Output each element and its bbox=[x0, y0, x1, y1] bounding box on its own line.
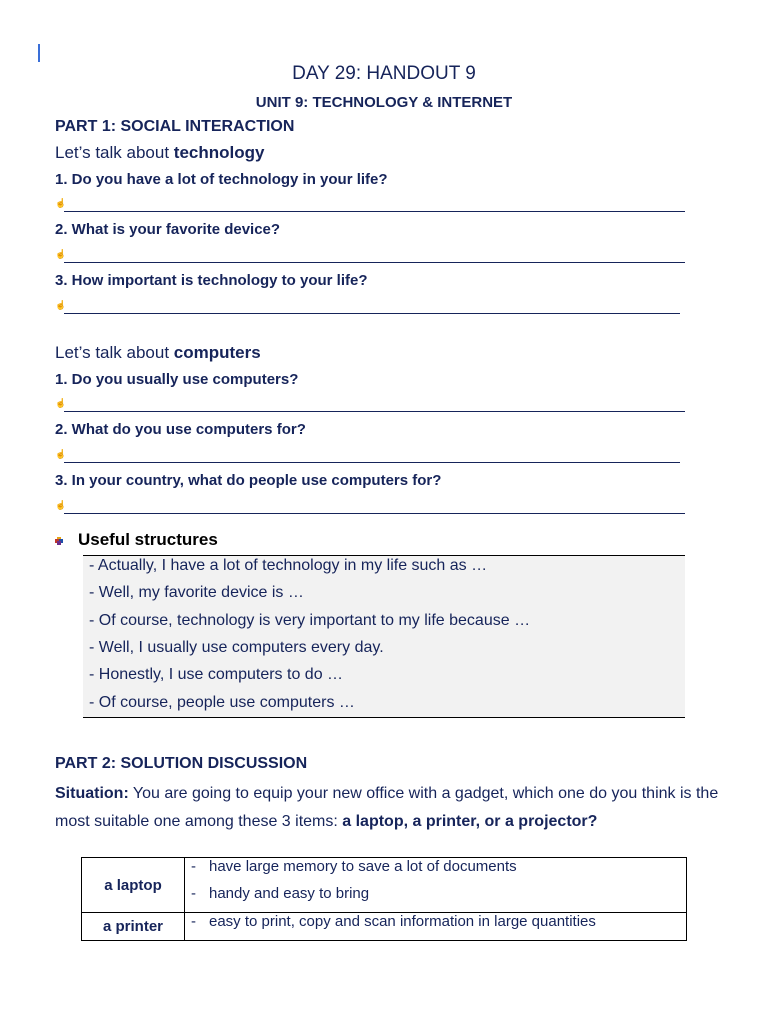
question: 2. What is your favorite device? bbox=[55, 221, 281, 238]
hand-pointer-icon: ☝ bbox=[55, 500, 67, 510]
part2-heading: PART 2: SOLUTION DISCUSSION bbox=[55, 755, 308, 772]
feature-text: handy and easy to bring bbox=[209, 885, 370, 902]
question: 3. How important is technology to your life? bbox=[55, 272, 368, 289]
answer-rule bbox=[64, 462, 680, 463]
question: 1. Do you usually use computers? bbox=[55, 371, 299, 388]
feature-text: have large memory to save a lot of documents bbox=[209, 858, 517, 875]
structure-item: - Actually, I have a lot of technology in my life such as … bbox=[89, 557, 488, 574]
part1-heading: PART 1: SOCIAL INTERACTION bbox=[55, 118, 295, 135]
structure-item: - Well, I usually use computers every day. bbox=[89, 639, 384, 656]
answer-line[interactable] bbox=[55, 500, 685, 514]
answer-rule bbox=[64, 262, 685, 263]
page-subtitle: UNIT 9: TECHNOLOGY & INTERNET bbox=[255, 94, 513, 111]
structure-item: - Of course, technology is very important to my life because … bbox=[89, 612, 531, 629]
answer-line[interactable] bbox=[55, 300, 680, 314]
answer-line[interactable] bbox=[55, 398, 685, 412]
hand-pointer-icon: ☝ bbox=[55, 198, 67, 208]
question: 1. Do you have a lot of technology in your life? bbox=[55, 171, 388, 188]
talk-topic: computers bbox=[173, 343, 261, 362]
text-cursor bbox=[38, 44, 40, 62]
hand-pointer-icon: ☝ bbox=[55, 398, 67, 408]
page-title: DAY 29: HANDOUT 9 bbox=[292, 63, 476, 84]
structure-item: - Honestly, I use computers to do … bbox=[89, 666, 344, 683]
diamond-bullet-icon bbox=[55, 537, 63, 545]
structures-box bbox=[83, 555, 685, 718]
feature-item: - have large memory to save a lot of documents bbox=[191, 858, 517, 875]
situation-text: You are going to equip your new office with a gadget, which one do you think is the most suitable one among these 3 items: bbox=[55, 785, 719, 830]
talk-prefix: Let’s talk about bbox=[55, 343, 174, 362]
talk-topic: technology bbox=[173, 143, 265, 162]
item-name: a printer bbox=[82, 913, 185, 941]
answer-rule bbox=[64, 211, 685, 212]
answer-line[interactable] bbox=[55, 198, 685, 212]
talk-about-technology bbox=[55, 143, 264, 163]
feature-item: - handy and easy to bring bbox=[191, 885, 370, 902]
question: 2. What do you use computers for? bbox=[55, 421, 306, 438]
talk-prefix: Let’s talk about bbox=[55, 143, 174, 162]
answer-rule bbox=[64, 513, 685, 514]
answer-line[interactable] bbox=[55, 449, 680, 463]
structure-item: - Of course, people use computers … bbox=[89, 694, 355, 711]
feature-text: easy to print, copy and scan information in large quantities bbox=[209, 913, 596, 930]
hand-pointer-icon: ☝ bbox=[55, 249, 67, 259]
item-features bbox=[185, 913, 687, 941]
question: 3. In your country, what do people use computers for? bbox=[55, 472, 442, 489]
answer-rule bbox=[64, 411, 685, 412]
item-features bbox=[185, 858, 687, 913]
situation-items: a laptop, a printer, or a projector? bbox=[342, 813, 598, 830]
useful-structures-heading: Useful structures bbox=[78, 530, 218, 549]
situation-paragraph bbox=[55, 780, 735, 836]
table-row bbox=[82, 913, 687, 941]
talk-about-computers bbox=[55, 343, 261, 363]
structure-item: - Well, my favorite device is … bbox=[89, 584, 304, 601]
table-row bbox=[82, 858, 687, 913]
answer-line[interactable] bbox=[55, 249, 685, 263]
item-name: a laptop bbox=[82, 858, 185, 913]
answer-rule bbox=[64, 313, 680, 314]
feature-item: - easy to print, copy and scan information in large quantities bbox=[191, 913, 596, 930]
hand-pointer-icon: ☝ bbox=[55, 449, 67, 459]
situation-label: Situation: bbox=[55, 785, 129, 802]
items-table bbox=[81, 857, 687, 941]
hand-pointer-icon: ☝ bbox=[55, 300, 67, 310]
